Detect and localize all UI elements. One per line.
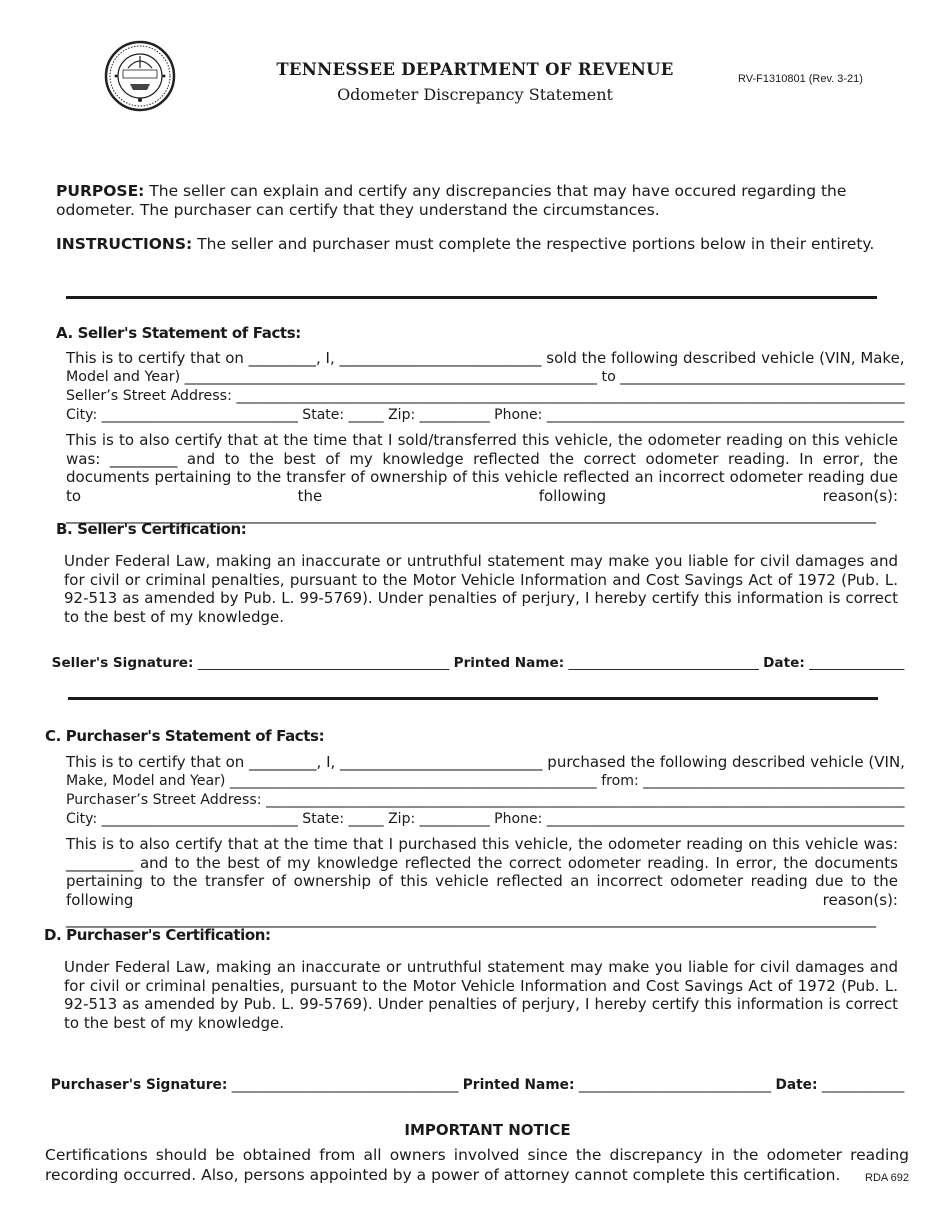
- seller-date-field[interactable]: ______________: [804, 655, 905, 671]
- seller-signature-label: Seller's Signature:: [51, 655, 194, 671]
- seller-odometer-statement[interactable]: This is to also certify that at the time that I sold/transferred this vehicle, the odometer reading on this vehicle was: _________ and to the best of my knowledge reflected the correct odometer reading. In error, the documents pertaining to the transfer of ownership of this vehicle reflected an incorrect odometer reading due to the following reason(s): ____________________________________________________________________________________________________________: [66, 431, 898, 524]
- seller-printed-name-field[interactable]: ____________________________: [564, 655, 764, 671]
- section-a-heading: A. Seller's Statement of Facts:: [56, 324, 301, 342]
- seller-printed-name-label: Printed Name:: [453, 655, 565, 671]
- purchaser-odometer-statement[interactable]: This is to also certify that at the time that I purchased this vehicle, the odometer reading on this vehicle was: _________ and to the best of my knowledge reflected the correct odometer reading. In error, the documents pertaining to the transfer of ownership of this vehicle reflected an incorrect odometer reading due to the following reason(s): ____________________________________________________________________________________________________________: [66, 835, 898, 928]
- purchaser-signature-label: Purchaser's Signature:: [50, 1077, 228, 1093]
- section-divider: [66, 296, 877, 299]
- purchaser-certification-text: Under Federal Law, making an inaccurate or untruthful statement may make you liable for civil damages and for civil or criminal penalties, pursuant to the Motor Vehicle Information and Cost Savings Act of 1972 (Pub. L. 92-513 as amended by Pub. L. 99-5769). Under penalties of perjury, I hereby certify this information is correct to the best of my knowledge.: [64, 958, 898, 1033]
- seller-signature-row: [43, 639, 904, 671]
- seller-date-label: Date:: [763, 655, 805, 671]
- purchaser-date-field[interactable]: ____________: [817, 1077, 905, 1093]
- important-notice-text: Certifications should be obtained from all owners involved since the discrepancy in the odometer reading recording occurred. Also, persons appointed by a power of attorney cannot complete this certification.: [45, 1146, 909, 1184]
- instructions-label: INSTRUCTIONS:: [56, 235, 193, 253]
- purchaser-city-state-field[interactable]: City: ____________________________ State: _____ Zip: __________ Phone: ___________________________________________________: [66, 811, 905, 827]
- purchaser-date-name-field[interactable]: This is to certify that on _________, I, ___________________________ purchased the following described vehicle (VIN,: [66, 753, 905, 771]
- seller-address-field[interactable]: Seller’s Street Address: ______________________________________________________________________________________________: [66, 388, 905, 404]
- rda-form-number: RDA 692: [865, 1172, 910, 1184]
- purpose-label: PURPOSE:: [56, 182, 145, 200]
- purpose-text: The seller can explain and certify any discrepancies that may have occured regarding the odometer. The purchaser can certify that they understand the circumstances.: [56, 182, 847, 219]
- purchaser-signature-field[interactable]: _________________________________: [227, 1077, 463, 1093]
- section-c-heading: C. Purchaser's Statement of Facts:: [45, 727, 325, 745]
- purchaser-printed-name-field[interactable]: ____________________________: [574, 1077, 776, 1093]
- section-divider: [68, 697, 878, 700]
- seller-date-name-field[interactable]: This is to certify that on _________, I, ___________________________ sold the following described vehicle (VIN, Make,: [66, 349, 905, 367]
- instructions-text: The seller and purchaser must complete the respective portions below in their entirety.: [192, 235, 875, 253]
- purchaser-date-label: Date:: [775, 1077, 818, 1093]
- seller-vehicle-field[interactable]: Model and Year) __________________________________________________________ to ________________________________________: [66, 369, 905, 385]
- seller-certification-text: Under Federal Law, making an inaccurate or untruthful statement may make you liable for civil damages and for civil or criminal penalties, pursuant to the Motor Vehicle Information and Cost Savings Act of 1972 (Pub. L. 92-513 as amended by Pub. L. 99-5769). Under penalties of perjury, I hereby certify this information is correct to the best of my knowledge.: [64, 552, 898, 627]
- section-d-heading: D. Purchaser's Certification:: [44, 926, 271, 944]
- seller-city-state-field[interactable]: City: ____________________________ State: _____ Zip: __________ Phone: ___________________________________________________: [66, 407, 905, 423]
- purpose-paragraph: [56, 182, 898, 220]
- purchaser-signature-row: [42, 1061, 904, 1093]
- purchaser-vehicle-field[interactable]: Make, Model and Year) ____________________________________________________ from: _____________________________________: [66, 773, 905, 789]
- section-b-heading: B. Seller's Certification:: [56, 520, 247, 538]
- purchaser-printed-name-label: Printed Name:: [462, 1077, 575, 1093]
- form-title: Odometer Discrepancy Statement: [337, 85, 613, 104]
- important-notice-heading: IMPORTANT NOTICE: [404, 1121, 571, 1139]
- form-code: RV-F1310801 (Rev. 3-21): [738, 73, 863, 85]
- purchaser-address-field[interactable]: Purchaser’s Street Address: __________________________________________________________________________________________: [66, 792, 905, 808]
- seller-signature-field[interactable]: _____________________________________: [193, 655, 454, 671]
- instructions-paragraph: [56, 235, 898, 254]
- department-title: TENNESSEE DEPARTMENT OF REVENUE: [276, 60, 674, 79]
